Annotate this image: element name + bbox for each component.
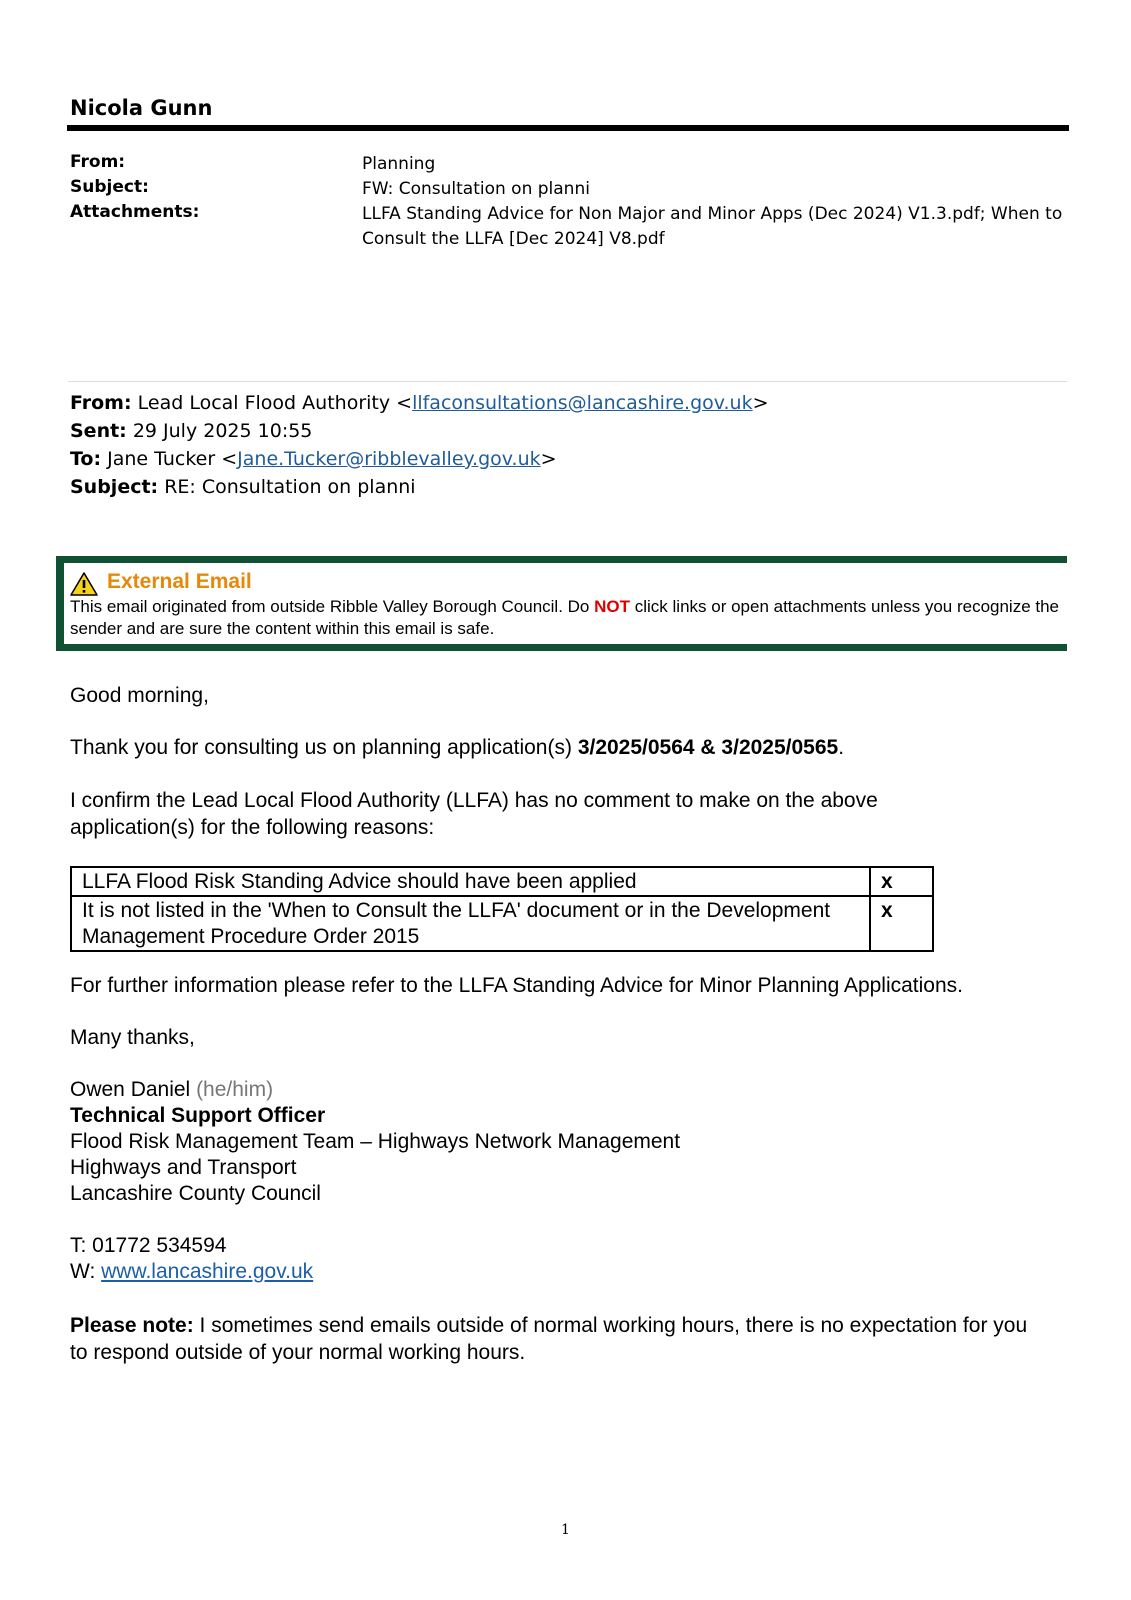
forwarded-subject-line	[70, 474, 416, 500]
website-link[interactable]: www.lancashire.gov.uk	[101, 1260, 314, 1283]
from-value: Planning	[362, 154, 436, 174]
from-label: From:	[70, 152, 126, 172]
attachment-link-2[interactable]: Consult the LLFA [Dec 2024] V8.pdf	[362, 229, 665, 249]
attachments-label: Attachments:	[70, 202, 200, 222]
external-email-title: External Email	[107, 570, 252, 593]
table-row	[71, 867, 933, 896]
forwarded-to-line	[70, 446, 557, 472]
header-rule	[67, 125, 1069, 131]
signature-pronouns: (he/him)	[190, 1078, 274, 1101]
forwarded-sent-value: 29 July 2025 10:55	[126, 420, 313, 442]
greeting: Good morning,	[70, 684, 209, 707]
thanks-paragraph: Thank you for consulting us on planning application(s) 3/2025/0564 & 3/2025/0565.	[70, 736, 845, 759]
forwarded-sent-line	[70, 418, 312, 444]
attachment-link-1[interactable]: LLFA Standing Advice for Non Major and Minor Apps (Dec 2024) V1.3.pdf; When to	[362, 204, 1063, 224]
subject-value: FW: Consultation on planni	[362, 179, 590, 199]
please-note: Please note: I sometimes send emails outside of normal working hours, there is no expectation for you to respond outside of your normal working hours.	[70, 1314, 1028, 1364]
signature-name: Owen Daniel	[70, 1078, 191, 1101]
page-number: 1	[561, 1522, 570, 1538]
warning-icon	[70, 572, 98, 596]
document-owner-name: Nicola Gunn	[70, 96, 213, 120]
forwarded-from-line	[70, 390, 769, 416]
please-note-label: Please note:	[70, 1314, 194, 1337]
further-info: For further information please refer to the LLFA Standing Advice for Minor Planning Applications.	[70, 974, 964, 997]
forwarded-sent-label: Sent:	[70, 420, 127, 442]
confirm-paragraph: I confirm the Lead Local Flood Authority (LLFA) has no comment to make on the above application(s) for the following reasons:	[70, 789, 878, 839]
not-emphasis: NOT	[594, 597, 631, 616]
external-email-message: This email originated from outside Ribble Valley Borough Council. Do NOT click links or open attachments unless you recognize the sender and are sure the content within this email is safe.	[70, 597, 1060, 638]
subject-label: Subject:	[70, 177, 149, 197]
table-row	[71, 896, 933, 951]
signature-organisation: Lancashire County Council	[70, 1182, 321, 1205]
divider	[68, 381, 1067, 382]
signature-title: Technical Support Officer	[70, 1104, 326, 1127]
signature-phone: T: 01772 534594	[70, 1234, 227, 1257]
forwarded-from-name: Lead Local Flood Authority <	[131, 392, 413, 414]
forwarded-to-label: To:	[70, 448, 102, 470]
signature-team: Flood Risk Management Team – Highways Network Management	[70, 1130, 681, 1153]
application-refs: 3/2025/0564 & 3/2025/0565	[577, 736, 839, 759]
reason-text: LLFA Flood Risk Standing Advice should have been applied	[71, 867, 870, 896]
forwarded-from-close: >	[752, 392, 769, 414]
signature-web-line: W: www.lancashire.gov.uk	[70, 1260, 314, 1283]
signature-name-line	[70, 1077, 273, 1103]
reasons-table	[70, 866, 934, 952]
forwarded-subject-value: RE: Consultation on planni	[158, 476, 416, 498]
reason-mark: x	[870, 896, 933, 951]
forwarded-from-label: From:	[70, 392, 132, 414]
reason-mark: x	[870, 867, 933, 896]
forwarded-to-name: Jane Tucker <	[101, 448, 238, 470]
signature-department: Highways and Transport	[70, 1156, 297, 1179]
forwarded-subject-label: Subject:	[70, 476, 159, 498]
forwarded-to-email-link[interactable]: Jane.Tucker@ribblevalley.gov.uk	[237, 448, 541, 470]
forwarded-to-close: >	[540, 448, 557, 470]
reason-text: It is not listed in the 'When to Consult the LLFA' document or in the Development Management Procedure Order 2015	[71, 896, 870, 951]
sign-off: Many thanks,	[70, 1026, 195, 1049]
forwarded-from-email-link[interactable]: llfaconsultations@lancashire.gov.uk	[412, 392, 753, 414]
